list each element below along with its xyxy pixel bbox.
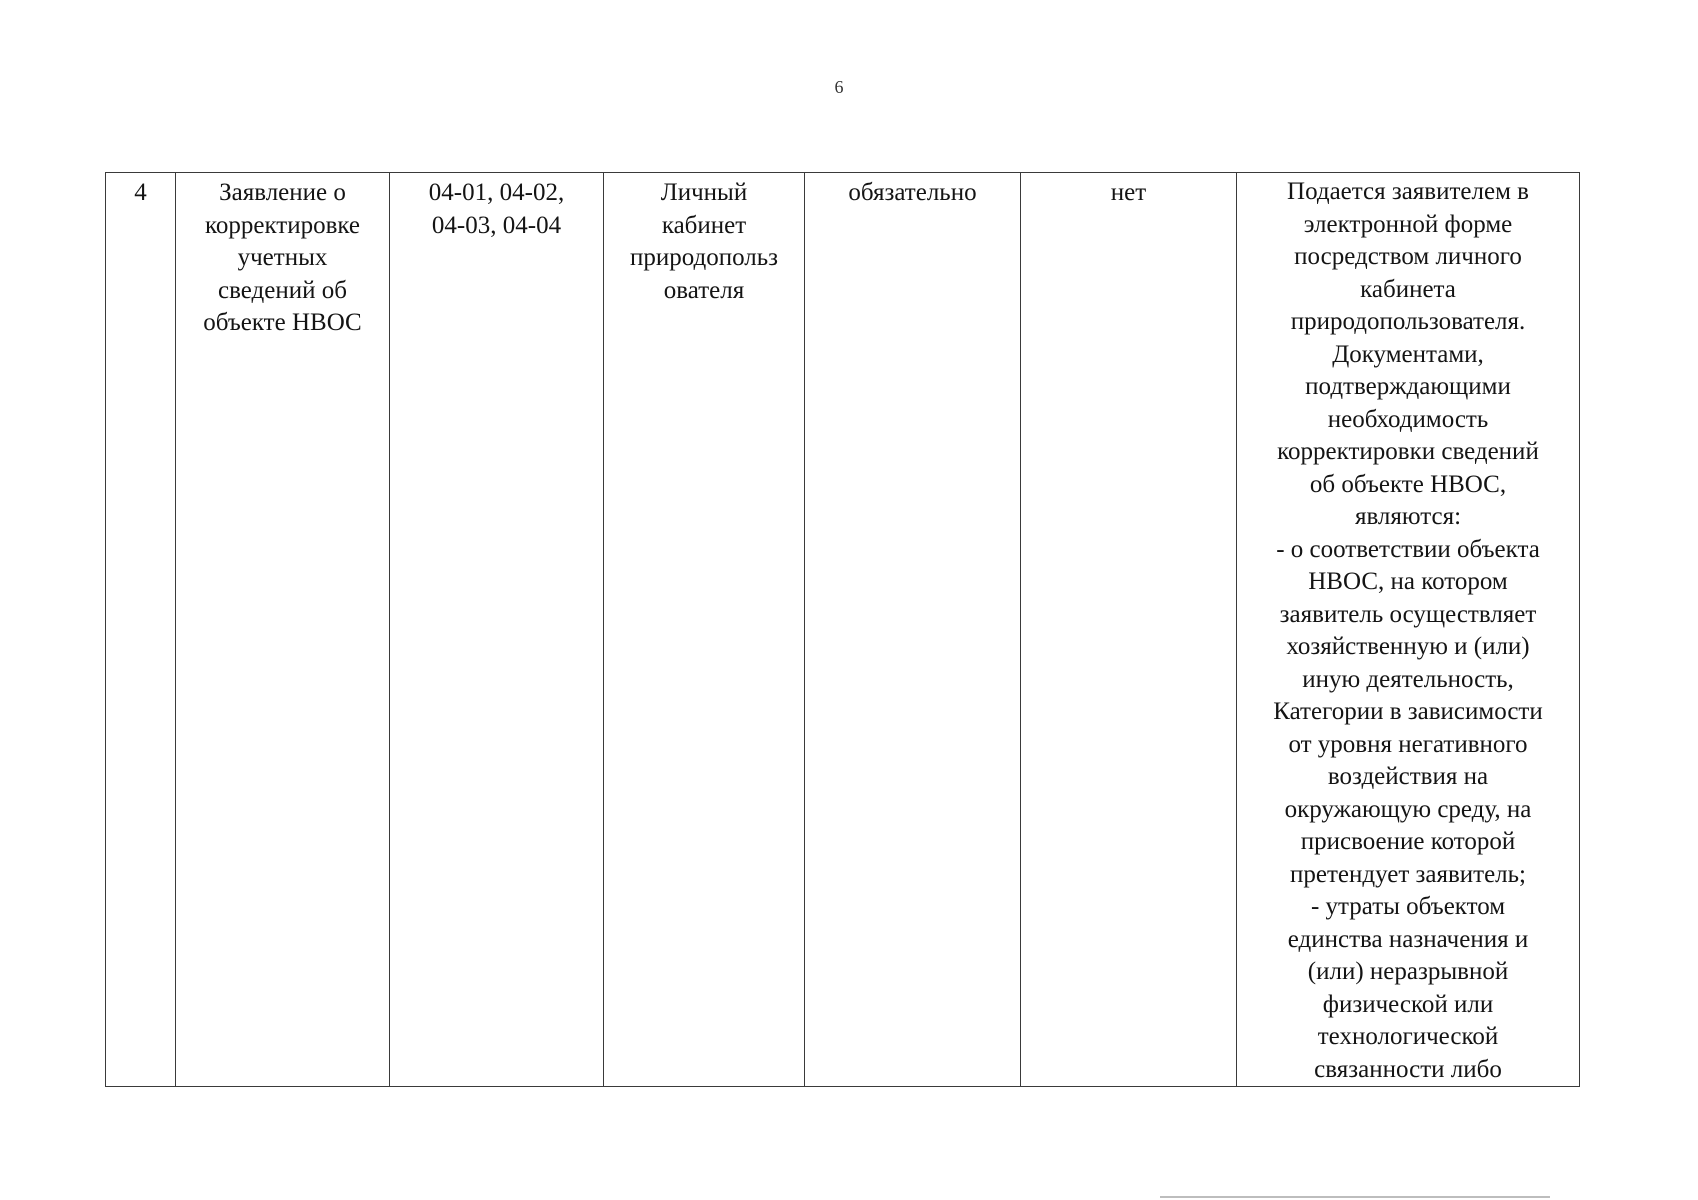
note-cell: Подается заявителем в электронной форме посредством личного кабинета природопользователя. Документами, подтверждающими необходимость корректировки сведений об объекте НВОС, являются: - о соответствии объекта НВОС, на котором заявитель осуществляет хозяйственную и (или) иную деятельность, Категории в зависимости от уровня негативного воздействия на окружающую среду, на присвоение которой претендует заявитель; - утраты объектом единства назначения и (или) неразрывной физической или технологической связанности либо <box>1237 173 1580 1087</box>
submission-channel-cell: Личный кабинет природопольз ователя <box>604 173 805 1087</box>
document-table <box>105 172 1580 1087</box>
page-number: 6 <box>834 77 844 97</box>
form-codes-cell: 04-01, 04-02, 04-03, 04-04 <box>390 173 604 1087</box>
requirement-cell: обязательно <box>805 173 1021 1087</box>
document-name-cell: Заявление о корректировке учетных сведений об объекте НВОС <box>176 173 390 1087</box>
table-row <box>106 173 1580 1087</box>
copy-flag-cell: нет <box>1021 173 1237 1087</box>
row-number-cell: 4 <box>106 173 176 1087</box>
scan-artifact <box>1160 1196 1550 1198</box>
